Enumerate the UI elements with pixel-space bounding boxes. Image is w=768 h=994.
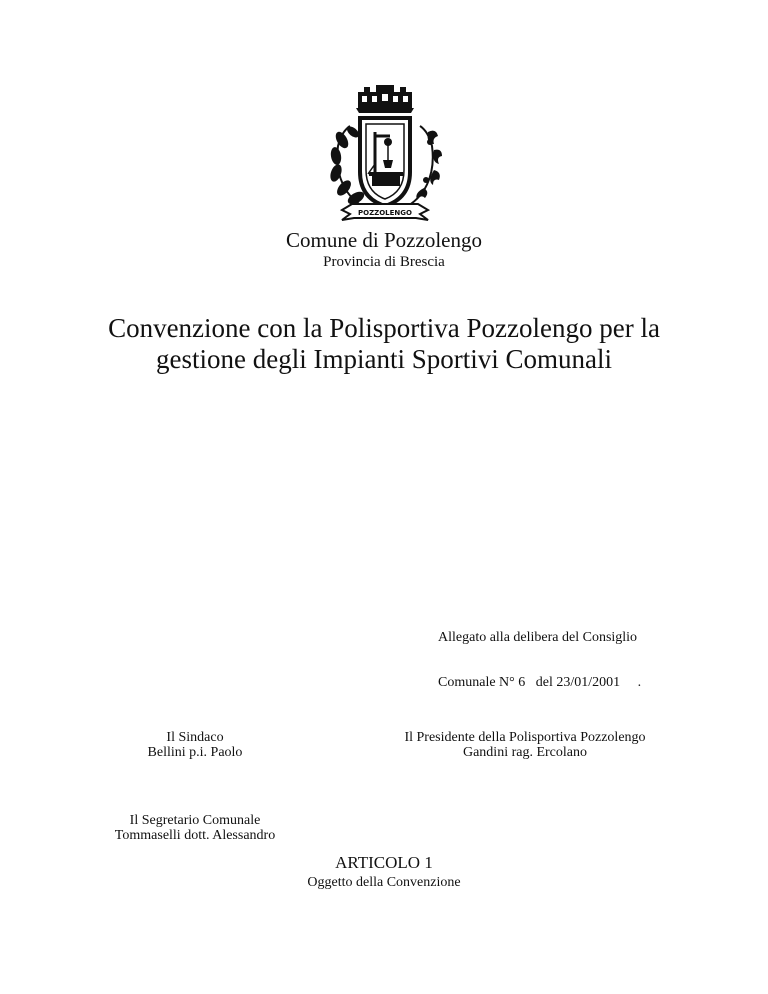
signature-block-secretary — [95, 813, 295, 843]
crest-ribbon — [342, 204, 428, 220]
annex-note-line-1: Allegato alla delibera del Consiglio — [438, 630, 638, 645]
province-name: Provincia di Brescia — [323, 254, 445, 270]
shield-icon — [360, 118, 410, 206]
secretary-name: Tommaselli dott. Alessandro — [114, 828, 276, 843]
mayor-role: Il Sindaco — [166, 730, 224, 745]
article-subheading: Oggetto della Convenzione — [307, 875, 461, 890]
signature-block-mayor — [130, 730, 260, 760]
document-title-line-1: Convenzione con la Polisportiva Pozzolengo per la — [108, 313, 660, 343]
signature-block-president — [385, 730, 665, 760]
mural-crown-icon — [356, 85, 414, 113]
president-name: Gandini rag. Ercolano — [462, 745, 587, 760]
document-title-line-2: gestione degli Impianti Sportivi Comunali — [156, 344, 612, 374]
crest-ribbon-text: POZZOLENGO — [358, 209, 412, 217]
mayor-name: Bellini p.i. Paolo — [147, 745, 243, 760]
president-role: Il Presidente della Polisportiva Pozzolengo — [404, 730, 646, 745]
municipality-name: Comune di Pozzolengo — [286, 228, 482, 252]
document-title — [0, 313, 768, 375]
municipal-crest-emblem — [320, 80, 450, 225]
annex-note-line-2: Comunale N° 6 del 23/01/2001 . — [438, 675, 642, 690]
article-heading: ARTICOLO 1 — [335, 853, 433, 872]
annex-note — [438, 600, 641, 705]
secretary-role: Il Segretario Comunale — [129, 813, 261, 828]
